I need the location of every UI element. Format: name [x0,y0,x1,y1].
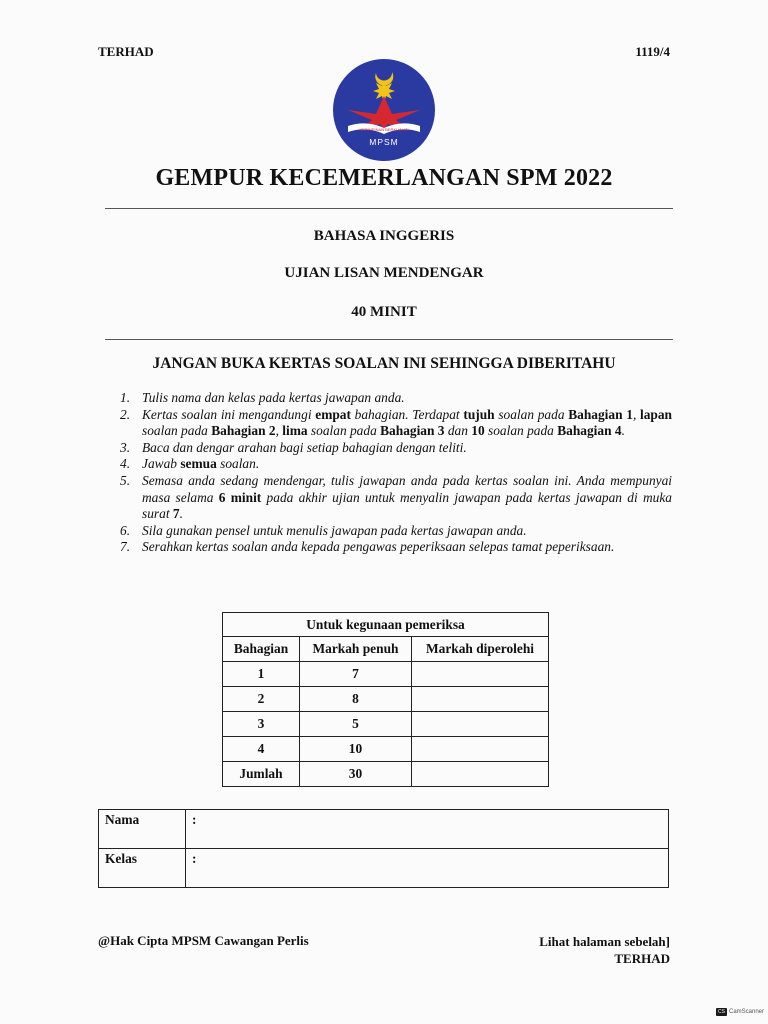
class-field[interactable] [186,849,669,888]
instruction-text [122,539,672,556]
section-cell: 4 [223,737,300,762]
instruction-emphasis: 10 [471,423,485,439]
instruction-fragment: Jawab [142,456,181,472]
paper-name: UJIAN LISAN MENDENGAR [284,265,484,281]
instruction-emphasis: empat [315,406,351,422]
total-obtained-marks-cell[interactable] [412,762,549,787]
instruction-fragment: soalan pada [307,423,381,439]
instruction-fragment: . [621,423,625,439]
next-page-note: Lihat halaman sebelah] [539,934,670,949]
instruction-emphasis: Bahagian 4 [557,423,622,439]
instruction-fragment: Semasa anda sedang mendengar, tulis jawapan anda pada kertas soalan ini. Anda mempunyai masa selama [142,472,672,505]
footer-classification: TERHAD [614,951,670,966]
instruction-number: 5. [120,472,131,488]
instruction-fragment: , [275,423,283,439]
table-row-total [223,762,549,787]
name-separator: : [192,812,197,827]
instruction-fragment: Kertas soalan ini mengandungi [142,406,316,422]
instruction-emphasis: lapan [639,406,672,422]
instructions-list [100,390,672,556]
instruction-emphasis: Bahagian 1 [568,406,633,422]
marks-table [222,612,549,787]
full-marks-cell: 5 [300,712,412,737]
table-row [223,737,549,762]
subject-name: BAHASA INGGERIS [313,228,455,244]
class-separator: : [192,851,197,866]
table-row [223,662,549,687]
instruction-emphasis: 7 [172,506,180,522]
table-row [223,712,549,737]
instruction-fragment: Tulis nama dan kelas pada kertas jawapan anda. [142,390,405,405]
instruction-item [100,390,672,407]
table-row [223,687,549,712]
instruction-number: 7. [120,539,131,555]
instruction-fragment: soalan. [216,456,260,472]
paper-code: 1119/4 [635,44,670,59]
classification-header: TERHAD [98,44,154,59]
header-bahagian: Bahagian [223,637,300,662]
instruction-text [122,473,672,523]
instruction-item [100,407,672,440]
instruction-emphasis: 6 minit [218,489,262,505]
instruction-fragment: Serahkan kertas soalan anda kepada pengawas peperiksaan selepas tamat peperiksaan. [142,539,615,555]
instruction-emphasis: Bahagian 2 [211,423,276,439]
instruction-fragment: Sila gunakan pensel untuk menulis jawapan pada kertas jawapan anda. [142,522,527,538]
section-cell: 2 [223,687,300,712]
exam-title: GEMPUR KECEMERLANGAN SPM 2022 [155,165,613,191]
obtained-marks-cell[interactable] [412,687,549,712]
header-markah-penuh: Markah penuh [300,637,412,662]
full-marks-cell: 7 [300,662,412,687]
instruction-item [100,523,672,540]
instruction-fragment: , [632,406,640,422]
instruction-item [100,456,672,473]
instruction-text [122,407,672,440]
instruction-number: 4. [120,456,131,472]
instruction-fragment: . [179,506,183,522]
svg-text:KEPIMPINAN BERKUALITI: KEPIMPINAN BERKUALITI [359,127,409,132]
instruction-fragment: bahagian. Terdapat [350,406,464,422]
instruction-number: 1. [120,390,131,405]
name-label: Nama [99,810,186,849]
total-label-cell: Jumlah [223,762,300,787]
instruction-emphasis: tujuh [463,406,495,422]
duration: 40 MINIT [351,304,417,320]
full-marks-cell: 8 [300,687,412,712]
class-label: Kelas [99,849,186,888]
instruction-fragment: soalan pada [142,423,212,439]
instruction-fragment: dan [444,423,472,439]
full-marks-cell: 10 [300,737,412,762]
instruction-text [122,390,672,407]
camscanner-badge-icon: CS [716,1008,727,1016]
obtained-marks-cell[interactable] [412,662,549,687]
instruction-emphasis: semua [180,456,217,472]
candidate-info-table [98,809,669,888]
mpsm-logo [332,58,436,162]
footer-right [539,933,670,967]
section-cell: 1 [223,662,300,687]
instruction-fragment: soalan pada [484,423,558,439]
instruction-emphasis: Bahagian 3 [380,423,445,439]
instruction-fragment: Baca dan dengar arahan bagi setiap bahagian dengan teliti. [142,439,467,455]
instruction-text [122,523,672,540]
obtained-marks-cell[interactable] [412,712,549,737]
instruction-number: 6. [120,522,131,538]
section-cell: 3 [223,712,300,737]
warning-notice: JANGAN BUKA KERTAS SOALAN INI SEHINGGA DIBERITAHU [152,355,616,372]
mpsm-logo-emblem [332,58,436,162]
instruction-item [100,539,672,556]
instruction-number: 3. [120,439,131,455]
svg-text:MPSM: MPSM [369,137,399,147]
marks-table-caption: Untuk kegunaan pemeriksa [223,613,549,637]
instruction-item [100,473,672,523]
instruction-fragment: soalan pada [494,406,569,422]
header-markah-diperolehi: Markah diperolehi [412,637,549,662]
instruction-number: 2. [120,406,131,422]
total-full-marks-cell: 30 [300,762,412,787]
copyright-notice: @Hak Cipta MPSM Cawangan Perlis [98,933,309,948]
divider-bottom [105,339,673,340]
camscanner-watermark [716,1008,764,1016]
divider-top [105,208,673,209]
camscanner-label: CamScanner [729,1009,765,1015]
instruction-fragment: pada akhir ujian untuk menyalin jawapan pada kertas jawapan di muka surat [142,489,672,522]
instruction-item [100,440,672,457]
instruction-emphasis: lima [282,423,308,439]
instruction-text [122,440,672,457]
obtained-marks-cell[interactable] [412,737,549,762]
instruction-text [122,456,672,473]
name-field[interactable] [186,810,669,849]
